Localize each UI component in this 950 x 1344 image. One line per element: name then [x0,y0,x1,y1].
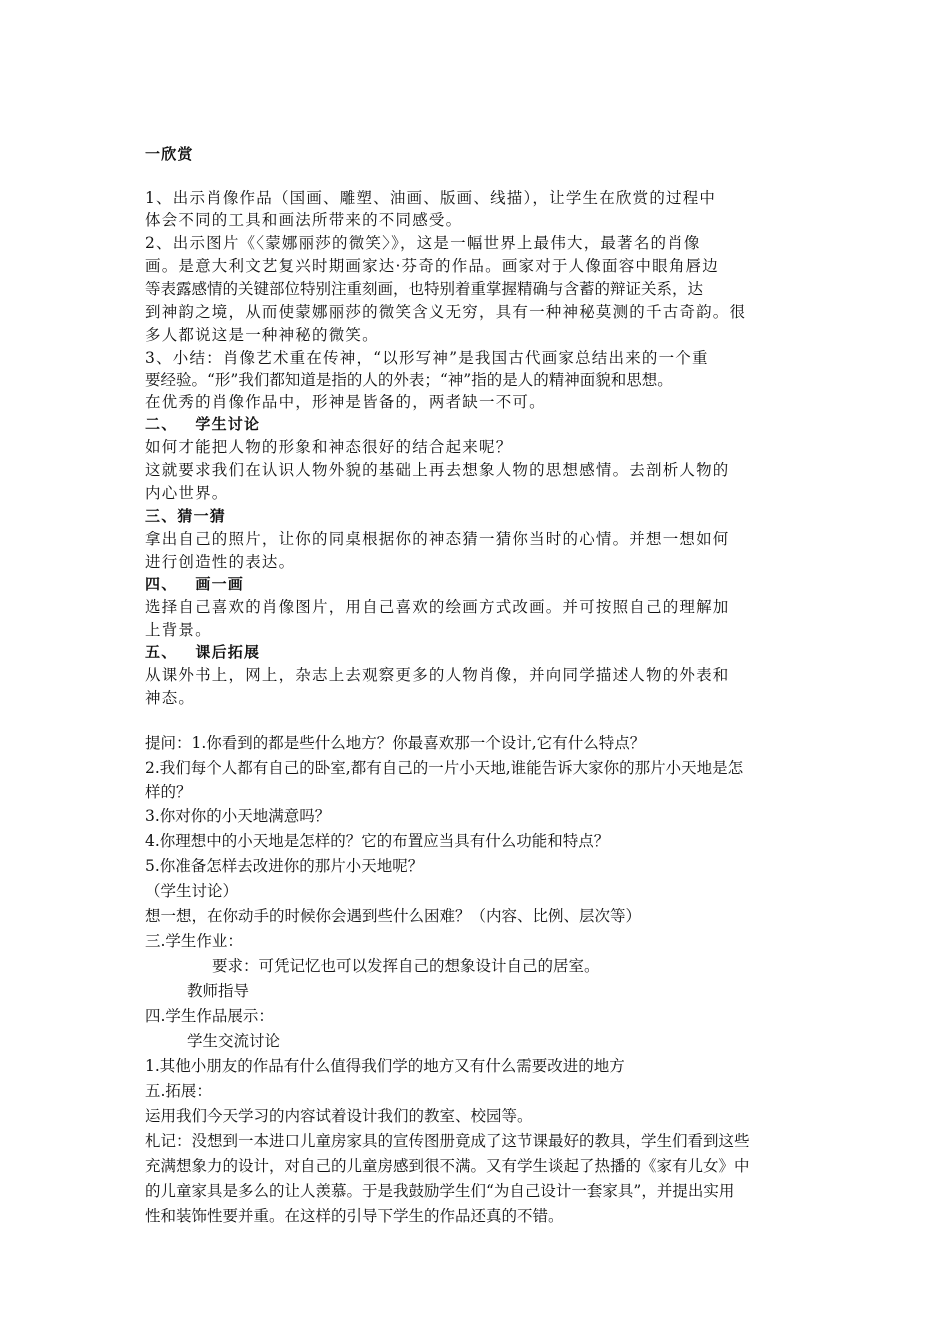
question-3: 3.你对你的小天地满意吗？ [145,807,331,825]
paragraph-line: 内心世界。 [145,484,229,502]
paragraph-line: 拿出自己的照片，让你的同桌根据你的神态猜一猜你当时的心情。并想一想如何 [145,530,730,548]
section-number: 二、 [145,415,178,433]
notes-line: 的儿童家具是多么的让人羡慕。于是我鼓励学生们“为自己设计一套家具”，并提出实用 [145,1182,735,1200]
paragraph-line: 2、出示图片《〈蒙娜丽莎的微笑〉》，这是一幅世界上最伟大，最著名的肖像 [145,234,701,252]
showcase-heading: 四.学生作品展示： [145,1007,274,1025]
question-2: 2.我们每个人都有自己的卧室,都有自己的一片小天地,谁能告诉大家你的那片小天地是怎 [145,759,744,777]
section-heading-guess: 三、猜一猜 [145,507,227,525]
paragraph-line: 从课外书上，网上，杂志上去观察更多的人物肖像，并向同学描述人物的外表和 [145,666,730,684]
section-heading-draw [145,573,244,595]
extension-text: 运用我们今天学习的内容试着设计我们的教室、校园等。 [145,1107,533,1125]
paragraph-line: 神态。 [145,689,196,707]
question-2-continued: 样的？ [145,783,192,801]
homework-requirement: 要求：可凭记忆也可以发挥自己的想象设计自己的居室。 [212,957,600,975]
section-heading-discussion [145,413,260,435]
student-discussion-note: （学生讨论） [145,882,239,900]
think-prompt: 想一想，在你动手的时候你会遇到些什么困难？（内容、比例、层次等） [145,907,642,925]
section-heading-appreciate: 一欣赏 [145,145,194,163]
question-5: 5.你准备怎样去改进你的那片小天地呢？ [145,857,424,875]
paragraph-line: 多人都说这是一种神秘的微笑。 [145,326,379,344]
paragraph-line: 到神韵之境，从而使蒙娜丽莎的微笑含义无穷，具有一种神秘莫测的千古奇韵。很 [145,303,747,321]
question-1: 提问：1.你看到的都是些什么地方？你最喜欢那一个设计,它有什么特点？ [145,734,646,752]
paragraph-line: 要经验。“形”我们都知道是指的人的外表；“神”指的是人的精神面貌和思想。 [145,371,673,389]
section-title: 课后拓展 [195,643,261,661]
paragraph-line: 3、小结：肖像艺术重在传神，“以形写神”是我国古代画家总结出来的一个重 [145,349,709,367]
notes-line: 札记：没想到一本进口儿童房家具的宣传图册竟成了这节课最好的教具，学生们看到这些 [145,1132,750,1150]
paragraph-line: 等表露感情的关键部位特别注重刻画，也特别着重掌握精确与含蓄的辩证关系，达 [145,280,704,298]
paragraph-line: 在优秀的肖像作品中，形神是皆备的，两者缺一不可。 [145,393,546,411]
question-4: 4.你理想中的小天地是怎样的？它的布置应当具有什么功能和特点？ [145,832,610,850]
paragraph-line: 选择自己喜欢的肖像图片，用自己喜欢的绘画方式改画。并可按照自己的理解加 [145,598,730,616]
section-heading-extension [145,641,260,663]
exchange-question: 1.其他小朋友的作品有什么值得我们学的地方又有什么需要改进的地方 [145,1057,625,1075]
homework-heading: 三.学生作业： [145,932,243,950]
extension-heading: 五.拓展： [145,1082,212,1100]
paragraph-line: 体会不同的工具和画法所带来的不同感受。 [145,211,463,229]
paragraph-line: 画。是意大利文艺复兴时期画家达·芬奇的作品。画家对于人像面容中眼角唇边 [145,257,719,275]
paragraph-line: 如何才能把人物的形象和神态很好的结合起来呢？ [145,438,513,456]
notes-line: 性和装饰性要并重。在这样的引导下学生的作品还真的不错。 [145,1207,564,1225]
paragraph-line: 1、出示肖像作品（国画、雕塑、油画、版画、线描），让学生在欣赏的过程中 [145,189,717,207]
section-number: 四、 [145,575,178,593]
section-number: 五、 [145,643,178,661]
exchange-discussion: 学生交流讨论 [187,1032,281,1050]
paragraph-line: 进行创造性的表达。 [145,553,296,571]
notes-line: 充满想象力的设计，对自己的儿童房感到很不满。又有学生谈起了热播的《家有儿女》中 [145,1157,750,1175]
section-title: 学生讨论 [195,415,261,433]
paragraph-line: 这就要求我们在认识人物外貌的基础上再去想象人物的思想感情。去剖析人物的 [145,461,730,479]
teacher-guidance: 教师指导 [187,982,250,1000]
section-title: 画一画 [195,575,245,593]
paragraph-line: 上背景。 [145,621,212,639]
